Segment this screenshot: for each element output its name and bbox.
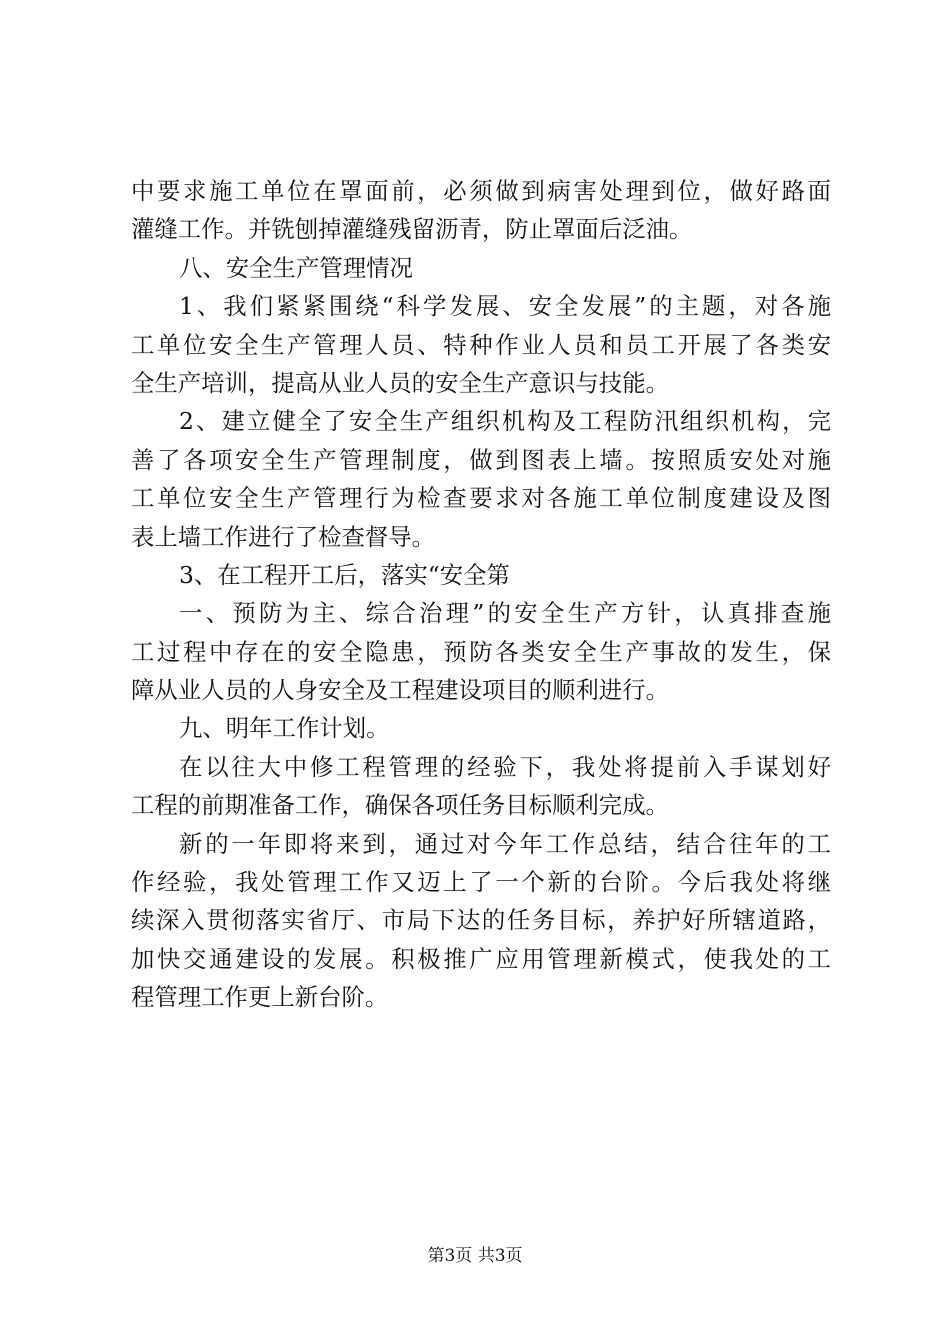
page-footer [0, 1245, 950, 1267]
body-text [131, 172, 831, 1017]
text-line: 2、建立健全了安全生产组织机构及工程防汛组织机构，完 [179, 407, 831, 436]
text-line: 在以往大中修工程管理的经验下，我处将提前入手谋划好 [179, 752, 831, 781]
text-line: 加快交通建设的发展。积极推广应用管理新模式，使我处的工 [131, 944, 831, 973]
text-line: 新的一年即将来到，通过对今年工作总结，结合往年的工 [179, 829, 831, 858]
text-line: 程管理工作更上新台阶。 [131, 983, 389, 1012]
section-heading: 九、明年工作计划。 [179, 714, 390, 743]
text-line: 工过程中存在的安全隐患，预防各类安全生产事故的发生，保 [131, 637, 831, 666]
section-heading: 八、安全生产管理情况 [179, 253, 413, 282]
page-number: 第3页 共3页 [427, 1246, 523, 1266]
text-line: 工程的前期准备工作，确保各项任务目标顺利完成。 [131, 791, 669, 820]
text-line: 一、预防为主、综合治理”的安全生产方针，认真排查施 [179, 599, 831, 628]
text-line: 3、在工程开工后，落实“安全第 [179, 560, 510, 589]
text-line: 续深入贯彻落实省厅、市局下达的任务目标，养护好所辖道路， [131, 906, 831, 935]
text-line: 作经验，我处管理工作又迈上了一个新的台阶。今后我处将继 [131, 868, 831, 897]
text-line: 障从业人员的人身安全及工程建设项目的顺利进行。 [131, 676, 669, 705]
text-line: 工单位安全生产管理人员、特种作业人员和员工开展了各类安 [131, 330, 831, 359]
text-line: 中要求施工单位在罩面前，必须做到病害处理到位，做好路面 [131, 177, 831, 205]
text-line: 表上墙工作进行了检查督导。 [131, 522, 436, 551]
text-line: 全生产培训，提高从业人员的安全生产意识与技能。 [131, 368, 669, 397]
text-line: 1、我们紧紧围绕“科学发展、安全发展”的主题，对各施 [179, 292, 831, 321]
text-line: 工单位安全生产管理行为检查要求对各施工单位制度建设及图 [131, 484, 831, 513]
text-line: 灌缝工作。并铣刨掉灌缝残留沥青，防止罩面后泛油。 [131, 215, 693, 244]
text-line: 善了各项安全生产管理制度，做到图表上墙。按照质安处对施 [131, 445, 831, 474]
